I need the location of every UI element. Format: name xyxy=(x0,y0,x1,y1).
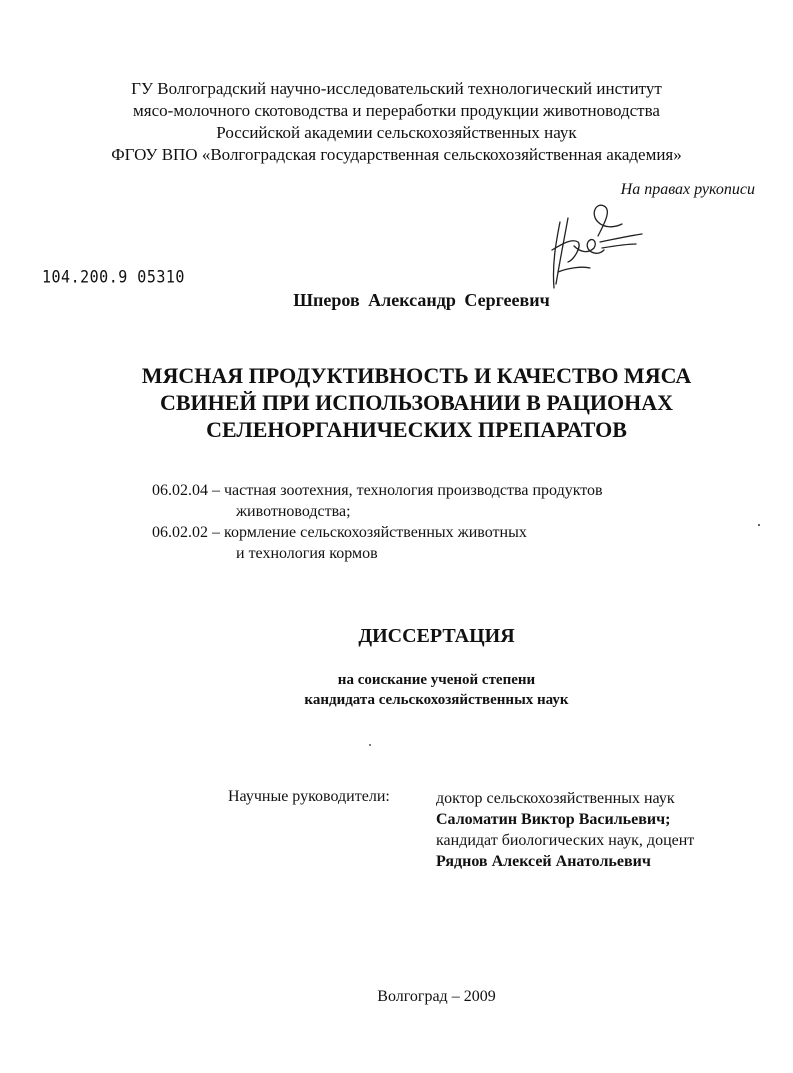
supervisors-label: Научные руководители: xyxy=(228,788,390,805)
specialty-2-line-2: и технология кормов xyxy=(236,545,378,562)
manuscript-note: На правах рукописи xyxy=(620,181,755,198)
specialties-block xyxy=(152,480,603,564)
dissertation-title xyxy=(0,362,793,443)
degree-line-2: кандидата сельскохозяйственных наук xyxy=(304,692,569,708)
institution-line-4: ФГОУ ВПО «Волгоградская государственная сельскохозяйственная академия» xyxy=(111,145,682,164)
degree-line-1: на соискание ученой степени xyxy=(337,672,536,688)
institution-line-2: мясо-молочного скотоводства и переработки продукции животноводства xyxy=(133,101,660,120)
specialty-2-line-1: 06.02.02 – кормление сельскохозяйственных животных xyxy=(152,524,527,541)
institution-line-1: ГУ Волгоградский научно-исследовательский технологический институт xyxy=(131,79,662,98)
supervisor-2-name: Ряднов Алексей Анатольевич xyxy=(436,853,651,870)
speck xyxy=(369,744,371,746)
supervisor-2-title: кандидат биологических наук, доцент xyxy=(436,832,695,849)
supervisors-list xyxy=(436,788,694,872)
institution-block xyxy=(0,78,793,166)
archive-stamp: 104.200.9 05310 xyxy=(42,266,185,288)
document-type: ДИССЕРТАЦИЯ xyxy=(358,625,515,647)
title-line-1: МЯСНАЯ ПРОДУКТИВНОСТЬ И КАЧЕСТВО МЯСА xyxy=(141,363,692,388)
supervisor-1-name: Саломатин Виктор Васильевич; xyxy=(436,811,671,828)
city-year: Волгоград – 2009 xyxy=(377,988,496,1005)
supervisor-1-title: доктор сельскохозяйственных наук xyxy=(436,790,675,807)
specialty-1-line-1: 06.02.04 – частная зоотехния, технология производства продуктов xyxy=(152,482,603,499)
title-line-3: СЕЛЕНОРГАНИЧЕСКИХ ПРЕПАРАТОВ xyxy=(206,417,627,442)
author-name: Шперов Александр Сергеевич xyxy=(293,290,550,310)
degree-block xyxy=(0,670,793,710)
institution-line-3: Российской академии сельскохозяйственных наук xyxy=(216,123,577,142)
signature xyxy=(538,202,648,294)
speck xyxy=(758,524,760,526)
title-line-2: СВИНЕЙ ПРИ ИСПОЛЬЗОВАНИИ В РАЦИОНАХ xyxy=(159,390,674,415)
specialty-1-line-2: животноводства; xyxy=(236,503,351,520)
